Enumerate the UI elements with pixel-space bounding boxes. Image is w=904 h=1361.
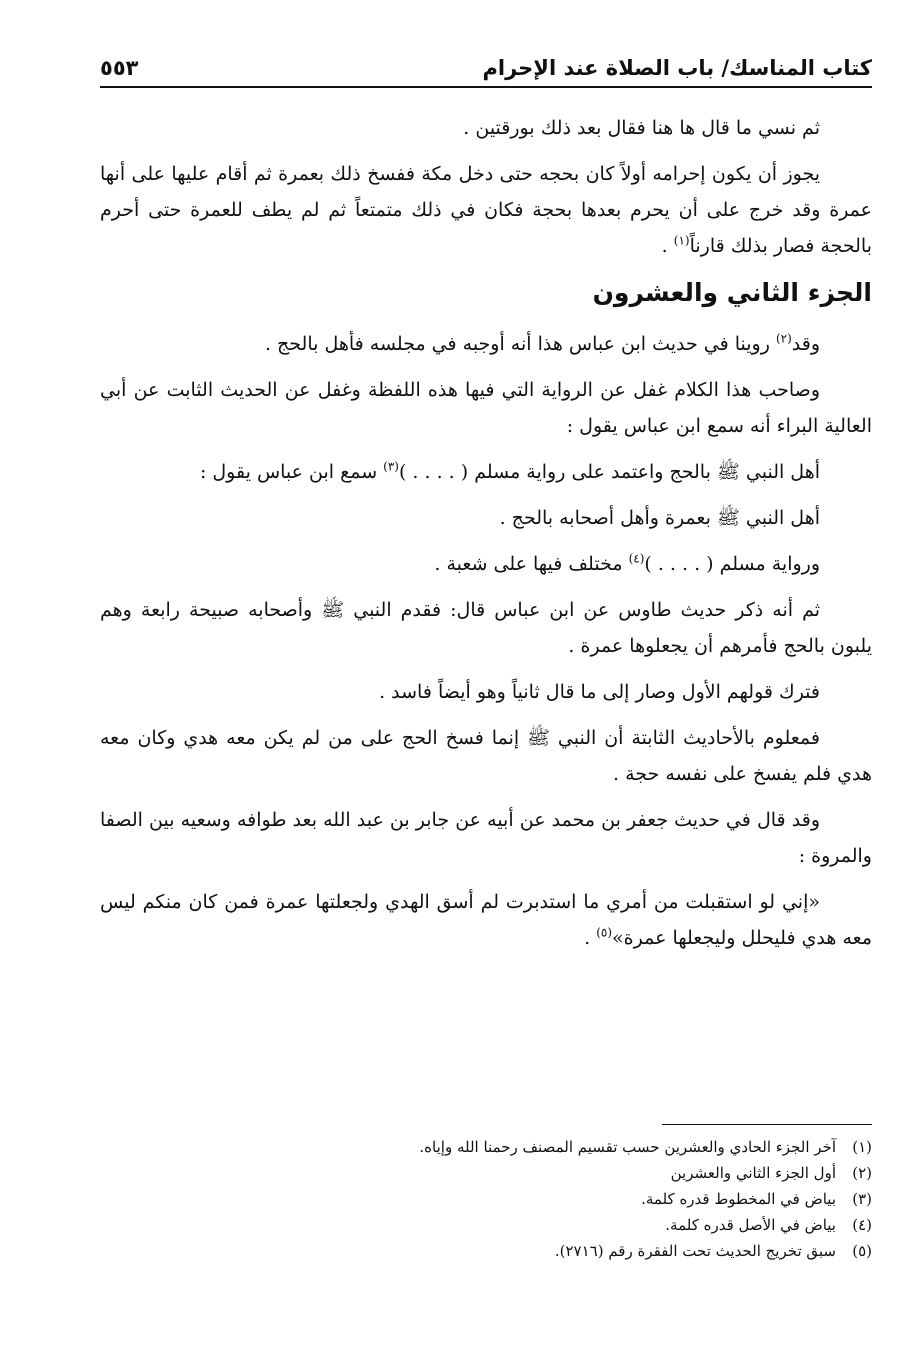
footnote-text: بياض في المخطوط قدره كلمة. [641, 1190, 836, 1208]
paragraph [100, 372, 872, 444]
footnote-number: (٤) [852, 1216, 872, 1234]
paragraph-text: وقد قال في حديث جعفر بن محمد عن أبيه عن جابر بن عبد الله بعد طوافه وسعيه بين الصفا والمروة : [100, 809, 872, 867]
footnote-text: سبق تخريج الحديث تحت الفقرة رقم (٢٧١٦). [554, 1242, 836, 1260]
paragraph-text: يجوز أن يكون إحرامه أولاً كان بحجه حتى دخل مكة ففسخ ذلك بعمرة ثم أقام عليها على أنها عمرة وقد خرج على أن يحرم بعدها بحجة فكان في ذلك متمتعاً ثم لم يطف للعمرة حتى أحرم بالحجة فصار بذلك قارناً [100, 163, 872, 257]
paragraph-lead: وقد [791, 333, 820, 355]
footnote-number: (٥) [852, 1242, 872, 1260]
paragraph-tail: . [661, 235, 674, 257]
paragraph [100, 156, 872, 264]
footnotes [100, 1134, 872, 1264]
paragraph-text: ثم نسي ما قال ها هنا فقال بعد ذلك بورقتين . [463, 117, 820, 139]
paragraph [100, 720, 872, 792]
paragraph-text: أهل النبي ﷺ بعمرة وأهل أصحابه بالحج . [499, 507, 820, 529]
paragraph-text: روينا في حديث ابن عباس هذا أنه أوجبه في مجلسه فأهل بالحج . [264, 333, 776, 355]
paragraph-lead: ورواية مسلم ( . . . . ) [644, 553, 820, 575]
footnote [100, 1134, 872, 1160]
paragraph [100, 884, 872, 956]
paragraph [100, 674, 872, 710]
footnote-number: (١) [852, 1138, 872, 1156]
paragraph [100, 592, 872, 664]
footnote-number: (٢) [852, 1164, 872, 1182]
paragraph-text: سمع ابن عباس يقول : [199, 461, 384, 483]
running-title: كتاب المناسك/ باب الصلاة عند الإحرام [482, 56, 872, 80]
paragraph-lead: «إني لو استقبلت من أمري ما استدبرت لم أسق الهدي ولجعلتها عمرة فمن كان منكم ليس معه هدي فليحلل وليجعلها عمرة» [100, 891, 872, 949]
footnote [100, 1160, 872, 1186]
footnote-number: (٣) [852, 1190, 872, 1208]
footnote [100, 1212, 872, 1238]
page-number: ٥٥٣ [100, 56, 139, 80]
paragraph [100, 110, 872, 146]
paragraph-lead: أهل النبي ﷺ بالحج واعتمد على رواية مسلم ( . . . . ) [398, 461, 820, 483]
paragraph [100, 546, 872, 582]
footnote [100, 1238, 872, 1264]
footnote-ref[interactable]: (٤) [628, 551, 645, 566]
paragraph-text: مختلف فيها على شعبة . [434, 553, 629, 575]
page-body [100, 110, 872, 966]
paragraph [100, 326, 872, 362]
paragraph-text: وصاحب هذا الكلام غفل عن الرواية التي فيها هذه اللفظة وغفل عن الحديث الثابت عن أبي العالية البراء أنه سمع ابن عباس يقول : [100, 379, 872, 437]
footnote-text: بياض في الأصل قدره كلمة. [665, 1216, 836, 1234]
footnote [100, 1186, 872, 1212]
paragraph [100, 500, 872, 536]
paragraph [100, 454, 872, 490]
footnote-divider [662, 1124, 872, 1125]
footnote-ref[interactable]: (٣) [383, 459, 399, 474]
page-header [100, 44, 872, 88]
paragraph [100, 802, 872, 874]
paragraph-text: ثم أنه ذكر حديث طاوس عن ابن عباس قال: فقدم النبي ﷺ وأصحابه صبيحة رابعة وهم يلبون بالحج فأمرهم أن يجعلوها عمرة . [100, 599, 872, 657]
footnote-text: أول الجزء الثاني والعشرين [670, 1164, 836, 1182]
footnote-ref[interactable]: (٢) [775, 331, 792, 346]
paragraph-text: فترك قولهم الأول وصار إلى ما قال ثانياً وهو أيضاً فاسد . [379, 681, 820, 703]
footnote-ref[interactable]: (١) [673, 233, 690, 248]
paragraph-text: فمعلوم بالأحاديث الثابتة أن النبي ﷺ إنما فسخ الحج على من لم يكن معه هدي وكان معه هدي فلم يفسخ على نفسه حجة . [100, 727, 872, 785]
paragraph-text: . [584, 927, 597, 949]
footnote-text: آخر الجزء الحادي والعشرين حسب تقسيم المصنف رحمنا الله وإياه. [419, 1138, 836, 1156]
section-heading: الجزء الثاني والعشرون [592, 278, 872, 307]
footnote-ref[interactable]: (٥) [596, 925, 613, 940]
